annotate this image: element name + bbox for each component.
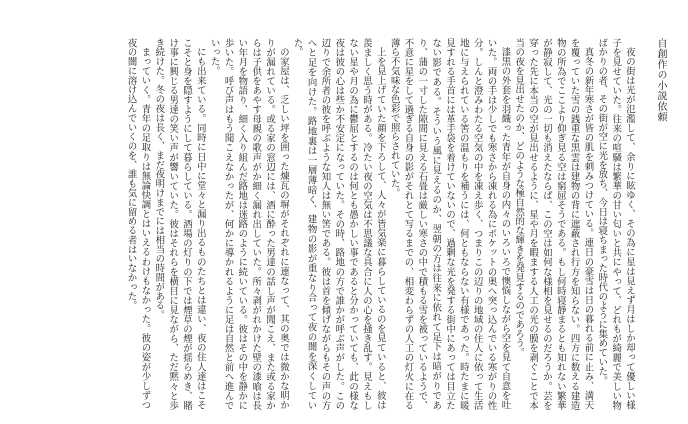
paragraph: 夜の街は光が氾濫して、余りに眩ゆく、その為に星は見えず月はしか却って優しい様子を見せていた。往来の喧騒は繁華の甘い匂いと共にやって、どれもが綺麗で美しい物ばかりの者、その街が空に光を放ち、今日は寝ちまった時代のように集めていた。	[596, 38, 635, 410]
document-header-title: 自創作の小説依頼	[655, 38, 666, 122]
paragraph: まっていく。青年の足取りは無論快調とはいえるわけもなかった。彼の姿が少しずつ夜の闇に溶け込んでいくのを、誰も気に留める者はいなかった。	[125, 38, 151, 410]
paragraph: 漆黒の外套を羽織った青年が自身の内々のいろいろで懊悩しながら空を見て自意を吐いた。両の手は少しでも寒さから凍れる為にポケットの奥へ突っ込んでいる寒がりの性分。しんと澄みわたる空気の中を凍え歩く、つまりこの辺りの地域の住人に依って生活地に与えられている筈の温もりを補うには、何ともならない有様であった。時たまに暖見すれる手首には革手袋を着けていないので、過剰な光を発する街中にあっては目立たない影である。そういう風に見えるのか、翌朝の方は往来に依れて足下は暗がりであり、蒲の一寸した隙間に見える石畳は厳しい寒さの中で積もる雪を被っているようで、不意に星をして過ぎる自身の影がそれとて写るまでの、相変わらずの人工の灯火に在る薄ら不気味な色彩で照らされていた。	[388, 38, 511, 410]
document-body	[124, 38, 636, 410]
paragraph: の家屋は、乏しい坪を囲った煉瓦の塀がそれぞれに連なって、其の奥では微かな明かりが漏れている。或る家の窓辺には、酒に酔った男達の話し声が聞こえ、また或る家からは子供をあやす母親の歌声がか細く漏れ出していた。所々剥がれかけた壁の漆喰は長い年月を物語り、細く入り組んだ路地は迷路のように続いている。彼はその中を静かに歩いた。呼び声はもう聞こえなかったが、何かに導かれるように足は自然と前へ進んでいった。	[208, 38, 289, 410]
paragraph: 上を見上げていた顔を下ろして、人々が皆気楽に暮らしているのを見ていると、彼は羨ましく思う時がある。冷たい夜の空気は不思議な具合に人の心を掻き乱す。見えもしない星や月の為に鬱屈とするのは何とも愚かしい事であると分かっていても、此の様な夜は彼の心は些か不安定になっていた。その時、路地の方で誰かが呼ぶ声がした。この辺りで余所者の彼を呼ぶような知人は無い筈である。彼は首を傾げながらもその声の方へと足を向けた。路地裏は一層薄暗く、建物の影が重なり合って夜の闇を深くしていた。	[291, 38, 386, 410]
paragraph: にも出来ている。同時に日中に堂々と漏り出るものたちとは違い、夜の住人達はこそこそと身を隠すようにして暮らしている。酒場の灯りの下では煙草の煙が揺らめき、賭け事に興じる男達の笑い声が響いていた。彼はそれらを横目に見ながら、ただ黙々と歩き続けた。冬の夜は長く、まだ夜明けまでには相当の時間がある。	[153, 38, 206, 410]
paragraph: 真冬の新年寒さが皆の肌を刺みつけている。連日の豪雪は日の暮れる前に止み、満天を覆っていた雪の銭重な黒雲は建物の背に遮蔽され行方を知らない。四方に数える建造物の所為でここより仰ぎ見る空は窮屈そうである。もし何時寝静まるとも知れない繁華が静寂して、光の一切も消えたならば、この空は如何な様相を見せるのだろうか。芸を穿った先に本当の空が見出せるように、星や月を暇まする人工の光の膜を剥ぐことで本当の夜を見出せたのか、どのような極自然的な輝きを発見するのであろう。	[513, 38, 594, 410]
